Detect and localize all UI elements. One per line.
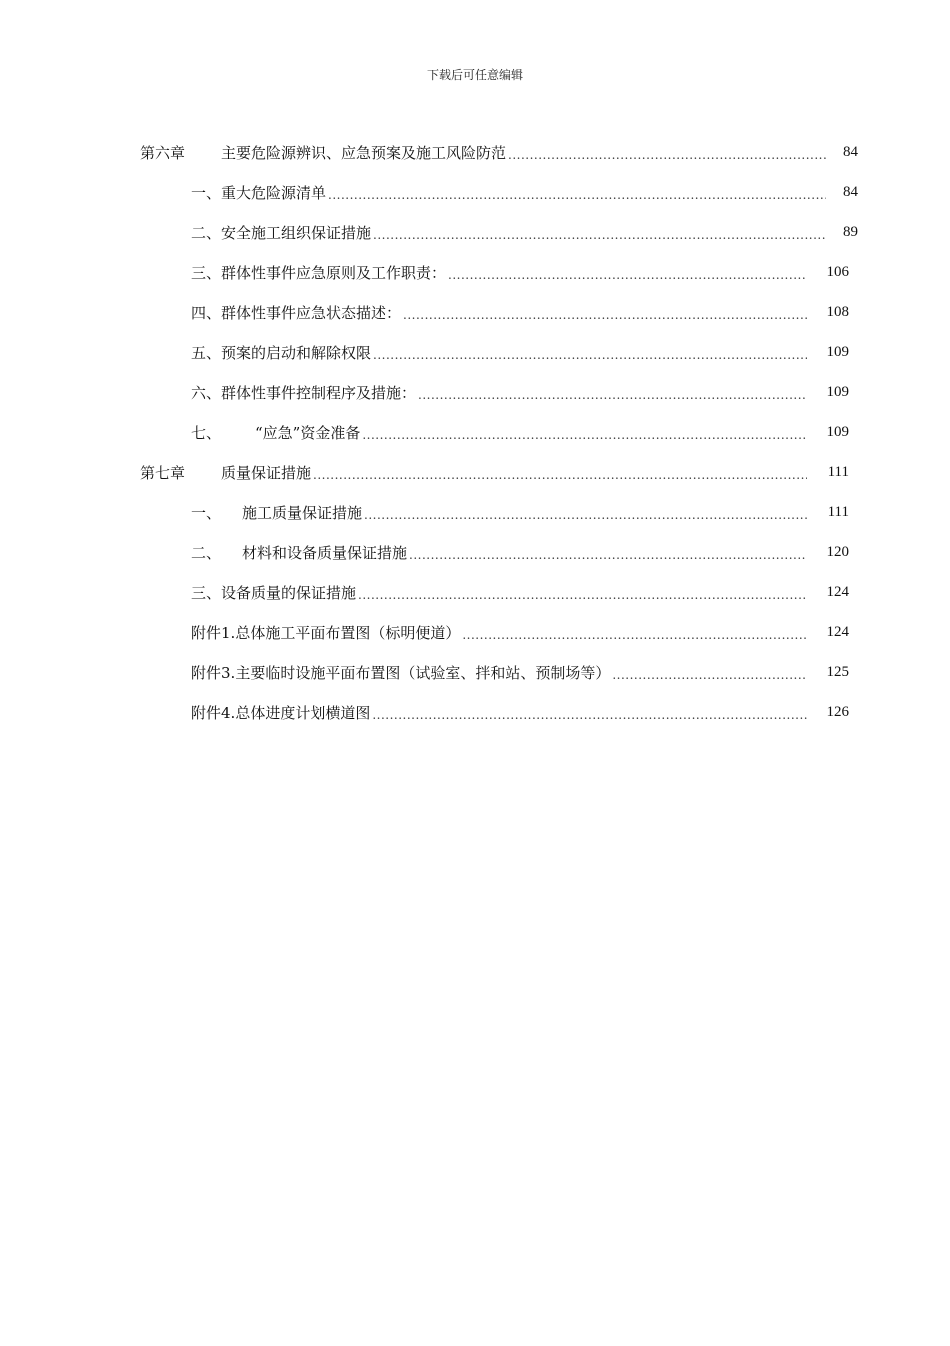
toc-entry-prefix: 六、 [191,383,222,402]
toc-entry-label [191,422,360,443]
toc-entry-section-6-5[interactable] [191,332,849,372]
toc-leader-dots [328,188,826,202]
toc-entry-title: 施工质量保证措施 [242,503,363,522]
toc-entry-title: 重大危险源清单 [221,183,327,202]
toc-entry-title: 总体进度计划横道图 [235,703,371,722]
toc-entry-appendix-1[interactable] [191,612,849,652]
toc-entry-label [191,582,356,603]
toc-entry-label [191,542,407,563]
toc-entry-label [191,382,416,403]
toc-entry-label [191,702,370,723]
toc-entry-prefix: 一、 [191,503,222,522]
toc-entry-title: 主要危险源辨识、应急预案及施工风险防范 [221,143,507,162]
toc-entry-section-6-6[interactable] [191,372,849,412]
toc-leader-dots [373,228,826,242]
toc-entry-page: 111 [827,503,849,520]
toc-entry-prefix: 附件1. [191,623,236,642]
toc-leader-dots [418,388,807,402]
toc-entry-prefix: 五、 [191,343,222,362]
toc-entry-chapter-6[interactable] [140,132,858,172]
toc-leader-dots [372,708,807,722]
toc-entry-label [191,622,460,643]
toc-entry-prefix: 附件4. [191,703,236,722]
toc-entry-title: “应急”资金准备 [255,423,361,442]
toc-entry-title: 质量保证措施 [221,463,312,482]
toc-entry-title: 总体施工平面布置图（标明便道） [235,623,461,642]
toc-leader-dots [362,428,807,442]
toc-entry-prefix: 七、 [191,423,222,442]
toc-entry-page: 109 [826,383,849,400]
toc-leader-dots [508,148,826,162]
toc-entry-label [191,262,446,283]
toc-entry-prefix: 一、 [191,183,222,202]
toc-entry-prefix: 四、 [191,303,222,322]
toc-entry-appendix-3[interactable] [191,652,849,692]
toc-leader-dots [403,308,807,322]
toc-entry-page: 126 [826,703,849,720]
toc-entry-title: 材料和设备质量保证措施 [242,543,408,562]
toc-leader-dots [409,548,807,562]
toc-entry-page: 120 [826,543,849,560]
toc-entry-appendix-4[interactable] [191,692,849,732]
toc-entry-section-6-7[interactable] [191,412,849,452]
toc-entry-label [191,182,326,203]
toc-entry-title: 主要临时设施平面布置图（试验室、拌和站、预制场等） [235,663,611,682]
toc-entry-prefix: 二、 [191,543,222,562]
toc-entry-title: 群体性事件应急原则及工作职责： [221,263,447,282]
toc-leader-dots [313,468,807,482]
toc-entry-title: 群体性事件控制程序及措施： [221,383,417,402]
toc-leader-dots [373,348,807,362]
toc-entry-section-6-1[interactable] [191,172,858,212]
toc-entry-section-6-3[interactable] [191,252,849,292]
toc-entry-page: 111 [827,463,849,480]
toc-entry-title: 安全施工组织保证措施 [221,223,372,242]
toc-leader-dots [364,508,807,522]
toc-entry-page: 124 [826,583,849,600]
toc-leader-dots [612,668,807,682]
toc-entry-label [140,462,311,483]
toc-entry-prefix: 第六章 [140,143,186,162]
toc-entry-prefix: 附件3. [191,663,236,682]
toc-entry-label [191,342,371,363]
toc-entry-page: 109 [826,343,849,360]
toc-entry-label [191,502,362,523]
toc-entry-prefix: 三、 [191,263,222,282]
toc-leader-dots [448,268,807,282]
toc-leader-dots [462,628,807,642]
toc-entry-section-7-1[interactable] [191,492,849,532]
toc-leader-dots [358,588,807,602]
toc-entry-page: 84 [843,143,858,160]
toc-entry-page: 109 [826,423,849,440]
toc-entry-title: 群体性事件应急状态描述： [221,303,402,322]
toc-entry-page: 84 [843,183,858,200]
toc-entry-label [191,222,371,243]
header-note: 下载后可任意编辑 [426,68,523,82]
toc-entry-title: 设备质量的保证措施 [221,583,357,602]
toc-entry-page: 108 [826,303,849,320]
toc-entry-page: 125 [826,663,849,680]
toc-entry-section-6-4[interactable] [191,292,849,332]
toc-entry-label [191,662,610,683]
toc-entry-title: 预案的启动和解除权限 [221,343,372,362]
toc-entry-prefix: 三、 [191,583,222,602]
toc-entry-section-6-2[interactable] [191,212,858,252]
toc-entry-prefix: 第七章 [140,463,186,482]
toc-entry-page: 89 [843,223,858,240]
toc-entry-page: 124 [826,623,849,640]
toc-entry-section-7-2[interactable] [191,532,849,572]
toc-entry-chapter-7[interactable] [140,452,849,492]
toc-entry-page: 106 [826,263,849,280]
toc-entry-section-7-3[interactable] [191,572,849,612]
toc-entry-prefix: 二、 [191,223,222,242]
toc-entry-label [191,302,401,323]
toc-entry-label [140,142,506,163]
